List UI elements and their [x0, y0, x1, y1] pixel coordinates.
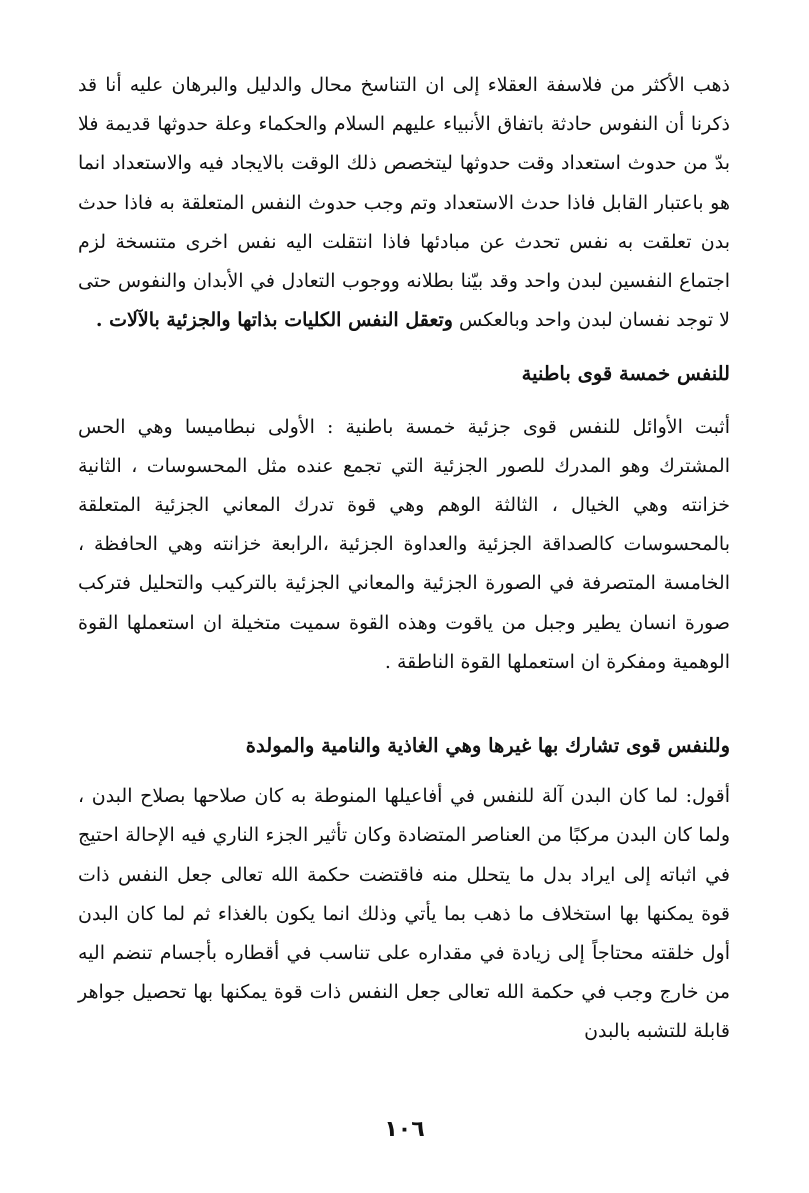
paragraph-shared-faculties: أقول: لما كان البدن آلة للنفس في أفاعيلها المنوطة به كان صلاحها بصلاح البدن ، ولما كان البدن مركبًا من العناصر المتضادة وكان تأثير الجزء الناري فيه الإحالة احتيج في اثباته إلى ايراد بدل ما يتحلل منه فاقتضت حكمة الله تعالى جعل النفس ذات قوة يمكنها بها استخلاف ما ذهب بما يأتي وذلك انما يكون بالغذاء ثم لما كان البدن أول خلقته محتاجاً إلى زيادة في مقداره على تناسب في أقطاره بأجسام تنضم اليه من خارج وجب في حكمة الله تعالى جعل النفس ذات قوة يمكنها بها تحصيل جواهر قابلة للتشبه بالبدن [78, 785, 730, 1043]
paragraph-five-internal-faculties: أثبت الأوائل للنفس قوى جزئية خمسة باطنية : الأولى نبطاميسا وهي الحس المشترك وهو المدرك للصور الجزئية التي تجمع عنده مثل المحسوسات ، الثانية خزانته وهي الخيال ، الثالثة الوهم وهي قوة تدرك المعاني الجزئية المتعلقة بالمحسوسات كالصداقة الجزئية والعداوة الجزئية ،الرابعة خزانته وهي الحافظة ، الخامسة المتصرفة في الصورة الجزئية والمعاني الجزئية بالتركيب والتحليل فتركب صورة انسان يطير وجبل من ياقوت وهذه القوة سميت متخيلة ان استعملها القوة الوهمية ومفكرة ان استعملها القوة الناطقة . [78, 415, 730, 673]
page-number: ١٠٦ [384, 1117, 425, 1142]
heading-shared-faculties: وللنفس قوى تشارك بها غيرها وهي الغاذية والنامية والمولدة [245, 734, 730, 758]
heading-five-internal-faculties: للنفس خمسة قوى باطنية [521, 362, 730, 386]
paragraph-transmigration [78, 66, 730, 340]
page-body [78, 66, 730, 1052]
paragraph-transmigration-bold-tail: وتعقل النفس الكليات بذاتها والجزئية بالآلات . [95, 309, 453, 332]
paragraph-transmigration-text: ذهب الأكثر من فلاسفة العقلاء إلى ان التناسخ محال والدليل والبرهان عليه أنا قد ذكرنا أن النفوس حادثة باتفاق الأنبياء عليهم السلام والحكماء وعلة حدوثها قديمة فلا بدّ من حدوث استعداد وقت حدوثها ليتخصص ذلك الوقت بالايجاد فيه والاستعداد انما هو باعتبار القابل فاذا حدث الاستعداد وتم وجب حدوث النفس المتعلقة به فاذا حدث بدن تعلقت به نفس تحدث عن مبادئها فاذا انتقلت اليه نفس اخرى متنسخة لزم اجتماع النفسين لبدن واحد وقد بيّنا بطلانه ووجوب التعادل في الأبدان والنفوس حتى لا توجد نفسان لبدن واحد وبالعكس [78, 74, 730, 332]
